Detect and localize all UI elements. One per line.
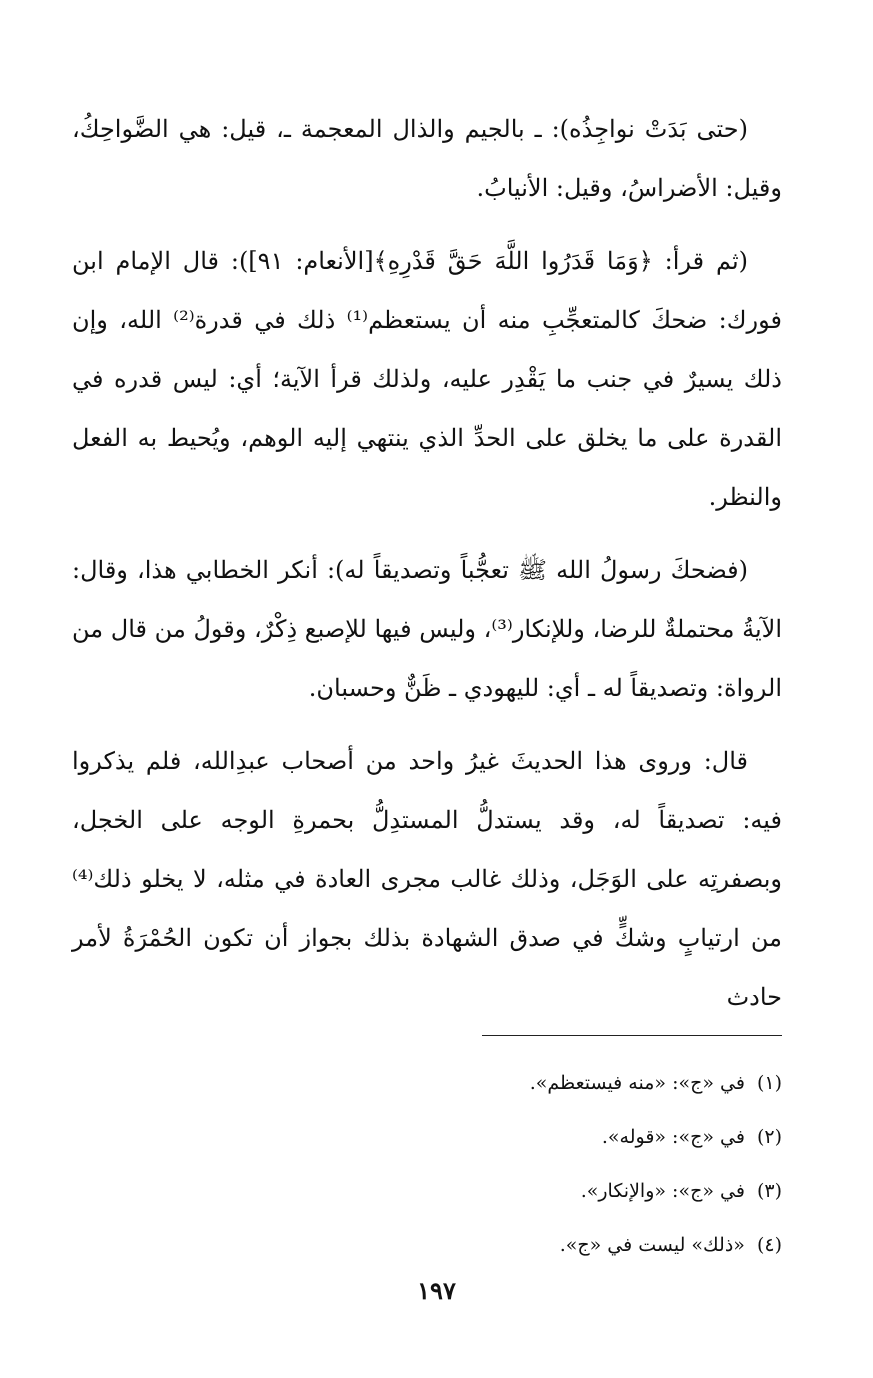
- footnote-3: [282, 1164, 782, 1218]
- page-number: ١٩٧: [417, 1276, 456, 1305]
- page-body: [72, 100, 782, 1041]
- footnote-4: [282, 1218, 782, 1272]
- footnote-number: (١): [756, 1072, 782, 1094]
- footnote-divider: [482, 1035, 782, 1036]
- footnote-number: (٣): [756, 1180, 782, 1202]
- paragraph-3: (فضحكَ رسولُ الله ﷺ تعجُّباً وتصديقاً له): أنكر الخطابي هذا، وقال: الآيةُ محتملةٌ للرضا، وللإنكار⁽³⁾، وليس فيها للإصبع ذِكْرٌ، وقولُ من قال من الرواة: وتصديقاً له ـ أي: لليهودي ـ ظَنٌّ وحسبان.: [72, 556, 782, 702]
- footnotes: [282, 1056, 782, 1272]
- footnote-text: في «ج»: «والإنكار».: [580, 1180, 745, 1202]
- footnote-text: في «ج»: «منه فيستعظم».: [529, 1072, 745, 1094]
- paragraph-4: قال: وروى هذا الحديثَ غيرُ واحد من أصحاب عبدِالله، فلم يذكروا فيه: تصديقاً له، وقد يستدلُّ المستدِلُّ بحمرةِ الوجه على الخجل، وبصفرتِه على الوَجَل، وذلك غالب مجرى العادة في مثله، لا يخلو ذلك⁽⁴⁾ من ارتيابٍ وشكٍّ في صدق الشهادة بذلك بجواز أن تكون الحُمْرَةُ لأمر حادث: [72, 747, 782, 1011]
- footnote-text: «ذلك» ليست في «ج».: [559, 1234, 745, 1256]
- footnote-number: (٢): [756, 1126, 782, 1148]
- paragraph-2: (ثم قرأ: ﴿وَمَا قَدَرُوا اللَّهَ حَقَّ قَدْرِهِ﴾[الأنعام: ٩١]): قال الإمام ابن فورك: ضحكَ كالمتعجِّبِ منه أن يستعظم⁽¹⁾ ذلك في قدرة⁽²⁾ الله، وإن ذلك يسيرٌ في جنب ما يَقْدِر عليه، ولذلك قرأ الآية؛ أي: ليس قدره في القدرة على ما يخلق على الحدِّ الذي ينتهي إليه الوهم، ويُحيط به الفعل والنظر.: [72, 247, 782, 511]
- paragraph-1: (حتى بَدَتْ نواجِذُه): ـ بالجيم والذال المعجمة ـ، قيل: هي الضَّواحِكُ، وقيل: الأضراسُ، وقيل: الأنيابُ.: [72, 115, 782, 202]
- footnote-1: [282, 1056, 782, 1110]
- footnote-2: [282, 1110, 782, 1164]
- footnote-text: في «ج»: «قوله».: [601, 1126, 745, 1148]
- footnote-number: (٤): [756, 1234, 782, 1256]
